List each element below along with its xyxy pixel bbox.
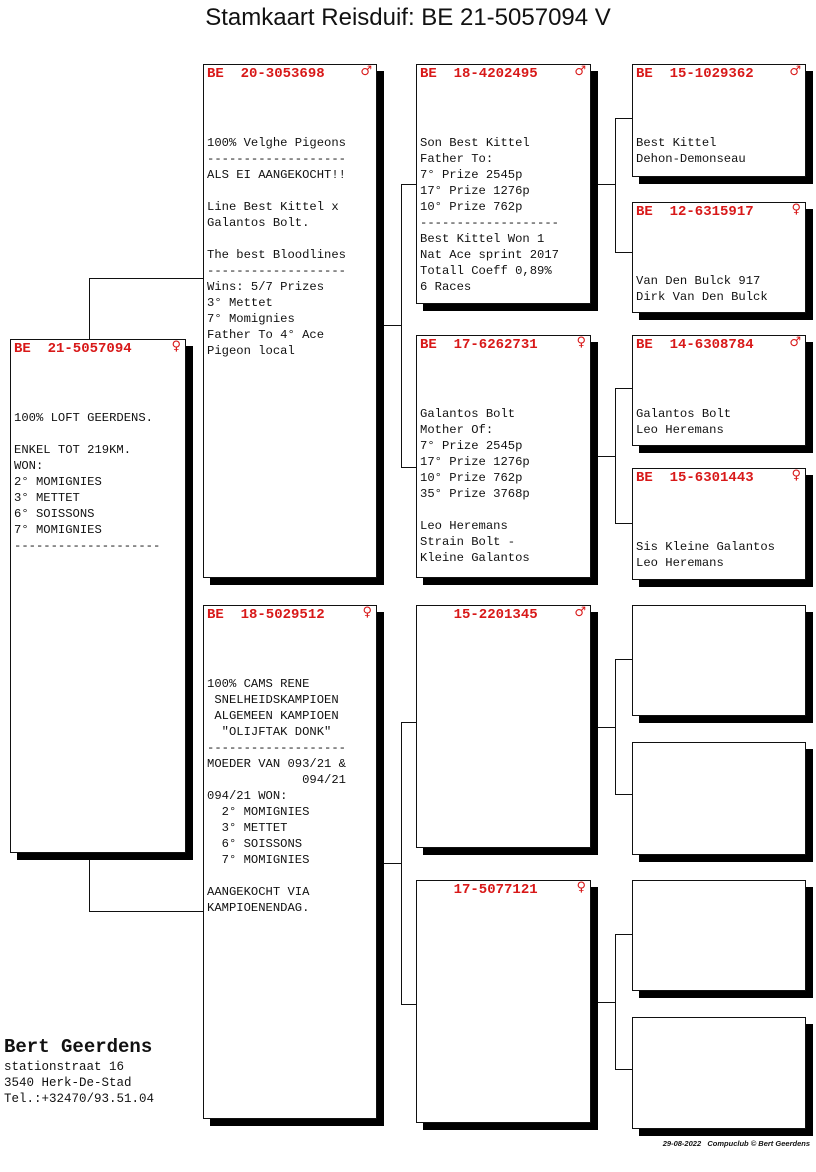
ss-sire-card[interactable] xyxy=(632,64,806,177)
sire-sire-card[interactable] xyxy=(416,64,591,304)
ring-number: BE 15-1029362 xyxy=(636,66,754,82)
sd-dam-card[interactable] xyxy=(632,468,806,580)
ds-sire-card[interactable] xyxy=(632,605,806,716)
ring-number: BE 12-6315917 xyxy=(636,204,754,220)
female-icon: ♀ xyxy=(576,335,586,350)
pigeon-notes: Son Best Kittel Father To: 7° Prize 2545p 17° Prize 1276p 10° Prize 762p ------------------- Best Kittel Won 1 Nat Ace sprint 2017 Totall Coeff 0,89% 6 Races xyxy=(420,136,559,294)
male-icon: ♂ xyxy=(360,64,372,79)
owner-block xyxy=(4,1035,154,1107)
female-icon: ♀ xyxy=(576,880,586,895)
ring-number xyxy=(636,743,787,761)
female-icon: ♀ xyxy=(171,339,181,354)
ds-dam-card[interactable] xyxy=(632,742,806,855)
ring-number: BE 20-3053698 xyxy=(207,66,325,82)
owner-name: Bert Geerdens xyxy=(4,1036,153,1058)
pigeon-notes: Galantos Bolt Leo Heremans xyxy=(636,407,732,437)
female-icon: ♀ xyxy=(791,202,801,217)
male-icon: ♂ xyxy=(574,605,586,620)
ring-number: BE 14-6308784 xyxy=(636,337,754,353)
owner-street: stationstraat 16 xyxy=(4,1060,125,1074)
sire-card[interactable] xyxy=(203,64,377,578)
ring-number: 17-5077121 xyxy=(420,882,538,898)
ring-number: BE 18-5029512 xyxy=(207,607,325,623)
ring-number: BE 18-4202495 xyxy=(420,66,538,82)
page-title: Stamkaart Reisduif: BE 21-5057094 V xyxy=(205,4,611,31)
male-icon: ♂ xyxy=(574,64,586,79)
ring-number xyxy=(636,1018,787,1036)
pigeon-notes: Best Kittel Dehon-Demonseau xyxy=(636,136,746,166)
pigeon-notes: 100% Velghe Pigeons ------------------- ALS EI AANGEKOCHT!! Line Best Kittel x Galantos Bolt. The best Bloodlines ------------------- Wins: 5/7 Prizes 3° Mettet 7° Momignies Father To 4° Ace Pigeon local xyxy=(207,136,346,358)
ring-number: BE 17-6262731 xyxy=(420,337,538,353)
page-footer: 29-08-2022 Compuclub © Bert Geerdens xyxy=(662,1139,810,1148)
ring-number xyxy=(636,606,787,624)
female-icon: ♀ xyxy=(362,605,372,620)
dam-sire-card[interactable] xyxy=(416,605,591,848)
female-icon: ♀ xyxy=(791,468,801,483)
pigeon-notes: Galantos Bolt Mother Of: 7° Prize 2545p 17° Prize 1276p 10° Prize 762p 35° Prize 3768p Leo Heremans Strain Bolt - Kleine Galantos xyxy=(420,407,530,565)
male-icon: ♂ xyxy=(789,64,801,79)
dd-sire-card[interactable] xyxy=(632,880,806,991)
sire-dam-card[interactable] xyxy=(416,335,591,578)
owner-city: 3540 Herk-De-Stad xyxy=(4,1076,132,1090)
subject-card[interactable] xyxy=(10,339,186,853)
male-icon: ♂ xyxy=(789,335,801,350)
dd-dam-card[interactable] xyxy=(632,1017,806,1129)
pigeon-notes: Van Den Bulck 917 Dirk Van Den Bulck xyxy=(636,274,768,304)
pigeon-notes: Sis Kleine Galantos Leo Heremans xyxy=(636,540,775,570)
sd-sire-card[interactable] xyxy=(632,335,806,446)
ss-dam-card[interactable] xyxy=(632,202,806,313)
owner-phone: Tel.:+32470/93.51.04 xyxy=(4,1092,155,1106)
ring-number xyxy=(636,881,787,899)
dam-dam-card[interactable] xyxy=(416,880,591,1123)
pigeon-notes: 100% CAMS RENE SNELHEIDSKAMPIOEN ALGEMEEN KAMPIOEN "OLIJFTAK DONK" ------------------- MOEDER VAN 093/21 & 094/21 094/21 WON: 2° MOMIGNIES 3° METTET 6° SOISSONS 7° MOMIGNIES AANGEKOCHT VIA KAMPIOENENDAG. xyxy=(207,677,346,915)
ring-number: BE 15-6301443 xyxy=(636,470,754,486)
ring-number: 15-2201345 xyxy=(420,607,538,623)
ring-number: BE 21-5057094 xyxy=(14,341,132,357)
dam-card[interactable] xyxy=(203,605,377,1119)
pigeon-notes: 100% LOFT GEERDENS. ENKEL TOT 219KM. WON: 2° MOMIGNIES 3° METTET 6° SOISSONS 7° MOMIGNIES -------------------- xyxy=(14,411,161,553)
